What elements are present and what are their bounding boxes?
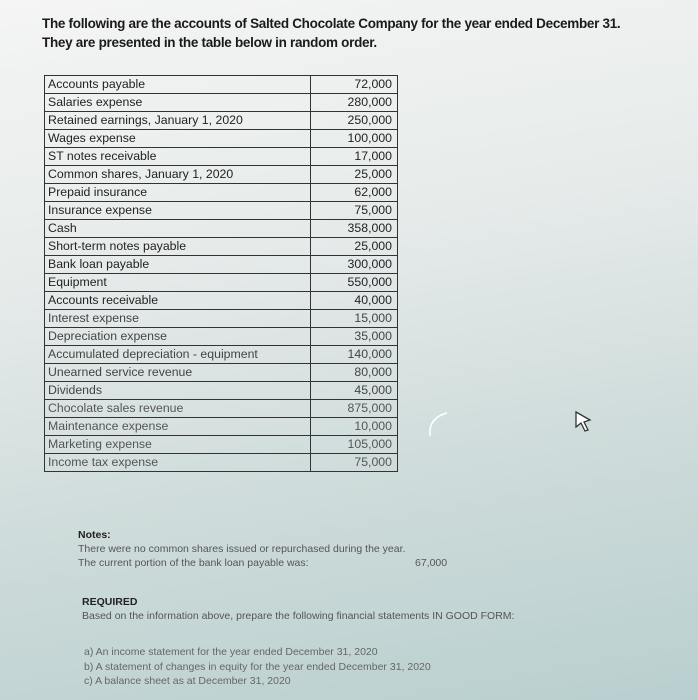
table-row [45,238,398,256]
table-row [45,166,398,184]
account-amount: 280,000 [311,94,398,112]
account-name: Accumulated depreciation - equipment [45,346,311,364]
account-amount: 15,000 [311,310,398,328]
notes-line-1: There were no common shares issued or repurchased during the year. [78,543,406,555]
table-row [45,310,398,328]
account-amount: 550,000 [311,274,398,292]
account-amount: 105,000 [311,436,398,454]
account-name: Insurance expense [45,202,311,220]
arc-mark-icon [422,410,452,440]
account-amount: 35,000 [311,328,398,346]
current-portion-amount: 67,000 [415,557,448,569]
account-name: Prepaid insurance [45,184,311,202]
account-amount: 62,000 [311,184,398,202]
required-item: c) A balance sheet as at December 31, 2020 [84,675,291,687]
account-name: Maintenance expense [45,418,311,436]
table-row [45,94,398,112]
account-name: Equipment [45,274,311,292]
table-row [45,436,398,454]
account-name: Common shares, January 1, 2020 [45,166,311,184]
table-row [45,112,398,130]
table-row [45,400,398,418]
account-amount: 25,000 [311,166,398,184]
account-name: Bank loan payable [45,256,311,274]
account-amount: 72,000 [311,76,398,94]
table-row [45,148,398,166]
account-amount: 45,000 [311,382,398,400]
header-line-2: They are presented in the table below in random order. [42,35,377,50]
account-name: Dividends [45,382,311,400]
account-name: Cash [45,220,311,238]
accounts-table [44,75,398,472]
table-row [45,274,398,292]
required-item: a) An income statement for the year ended December 31, 2020 [84,646,378,658]
account-name: Interest expense [45,310,311,328]
account-amount: 10,000 [311,418,398,436]
account-amount: 875,000 [311,400,398,418]
table-row [45,418,398,436]
account-amount: 17,000 [311,148,398,166]
table-row [45,202,398,220]
notes-heading: Notes: [78,529,111,541]
table-row [45,292,398,310]
table-row [45,382,398,400]
table-row [45,256,398,274]
account-name: ST notes receivable [45,148,311,166]
mouse-cursor-icon [572,410,594,434]
required-intro: Based on the information above, prepare the following financial statements IN GOOD FORM: [82,610,515,622]
table-row [45,184,398,202]
account-amount: 300,000 [311,256,398,274]
table-row [45,130,398,148]
account-name: Retained earnings, January 1, 2020 [45,112,311,130]
required-heading: REQUIRED [82,596,138,608]
table-row [45,346,398,364]
account-amount: 100,000 [311,130,398,148]
account-name: Unearned service revenue [45,364,311,382]
account-amount: 40,000 [311,292,398,310]
account-amount: 80,000 [311,364,398,382]
notes-line-2: The current portion of the bank loan payable was: [78,557,309,569]
account-name: Accounts payable [45,76,311,94]
account-amount: 140,000 [311,346,398,364]
account-name: Income tax expense [45,454,311,472]
account-name: Accounts receivable [45,292,311,310]
account-name: Salaries expense [45,94,311,112]
required-section [82,595,514,623]
account-amount: 75,000 [311,454,398,472]
table-row [45,76,398,94]
notes-section [78,528,448,570]
table-row [45,364,398,382]
account-amount: 75,000 [311,202,398,220]
account-name: Short-term notes payable [45,238,311,256]
account-name: Chocolate sales revenue [45,400,311,418]
account-amount: 358,000 [311,220,398,238]
account-amount: 25,000 [311,238,398,256]
table-row [45,328,398,346]
account-name: Wages expense [45,130,311,148]
account-name: Depreciation expense [45,328,311,346]
table-row [45,220,398,238]
required-items [84,645,431,689]
table-row [45,454,398,472]
header-line-1: The following are the accounts of Salted Chocolate Company for the year ended December 31. [42,16,621,31]
account-name: Marketing expense [45,436,311,454]
account-amount: 250,000 [311,112,398,130]
problem-header [42,14,620,52]
required-item: b) A statement of changes in equity for the year ended December 31, 2020 [84,660,431,673]
